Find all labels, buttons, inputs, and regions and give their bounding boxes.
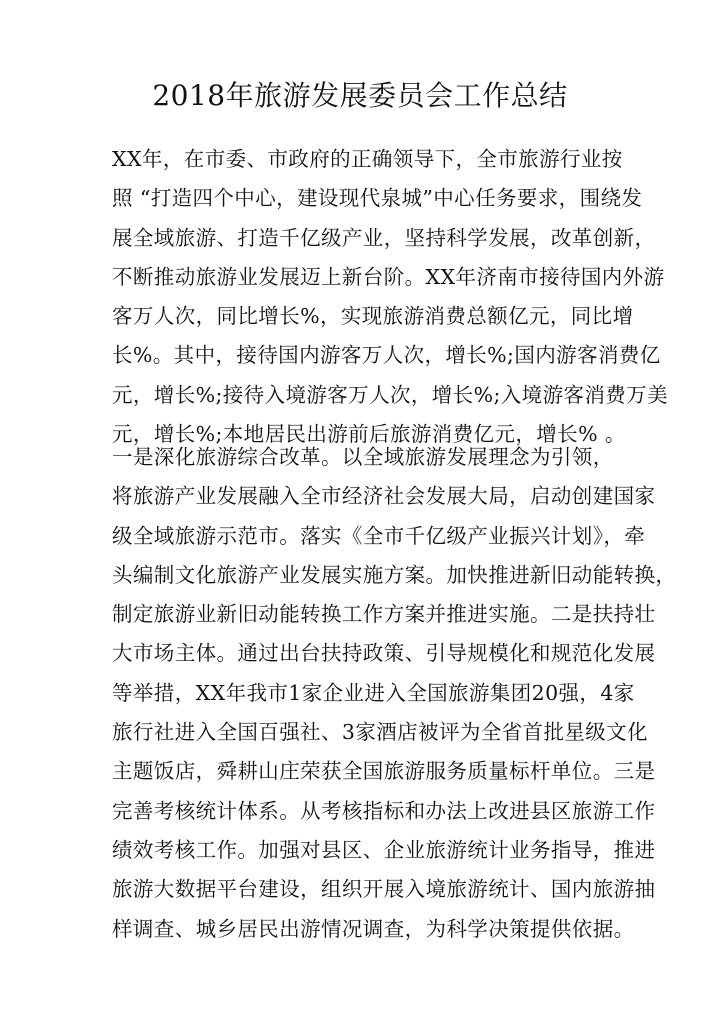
paragraph-line: 不断推动旅游业发展迈上新台阶。XX年济南市接待国内外游	[112, 264, 665, 289]
paragraph-line: 长%。其中，接待国内游客万人次，增长%;国内游客消费亿	[112, 343, 661, 368]
paragraph-line: 样调查、城乡居民出游情况调查，为科学决策提供依据。	[112, 916, 635, 941]
paragraph-overview	[112, 140, 668, 454]
paragraph-line: XX年，在市委、市政府的正确领导下，全市旅游行业按	[112, 147, 623, 171]
paragraph-line: 一是深化旅游综合改革。以全域旅游发展理念为引领，	[112, 445, 614, 469]
paragraph-line: 制定旅游业新旧动能转换工作方案并推进实施。二是扶持壮	[112, 602, 656, 627]
paragraph-line: 照 “打造四个中心，建设现代泉城”中心任务要求，围绕发	[112, 186, 643, 211]
paragraph-line: 大市场主体。通过出台扶持政策、引导规模化和规范化发展	[112, 641, 656, 666]
paragraph-line: 元，增长%;本地居民出游前后旅游消费亿元，增长% 。	[112, 422, 626, 447]
paragraph-line: 将旅游产业发展融入全市经济社会发展大局，启动创建国家	[112, 484, 656, 509]
paragraph-line: 元，增长%;接待入境游客万人次，增长%;入境游客消费万美	[112, 382, 668, 407]
document-title: 2018年旅游发展委员会工作总结	[152, 79, 568, 112]
paragraph-line: 旅行社进入全国百强社、3家酒店被评为全省首批星级文化	[112, 720, 648, 745]
paragraph-line: 旅游大数据平台建设，组织开展入境旅游统计、国内旅游抽	[112, 877, 656, 902]
paragraph-line: 完善考核统计体系。从考核指标和办法上改进县区旅游工作	[112, 798, 656, 823]
paragraph-measures	[112, 438, 677, 949]
paragraph-line: 级全域旅游示范市。落实《全市千亿级产业振兴计划》，牵	[112, 523, 646, 548]
paragraph-line: 展全域旅游、打造千亿级产业，坚持科学发展，改革创新，	[112, 225, 656, 250]
paragraph-line: 客万人次，同比增长%，实现旅游消费总额亿元，同比增	[112, 304, 634, 329]
paragraph-line: 主题饭店，舜耕山庄荣获全国旅游服务质量标杆单位。三是	[112, 759, 656, 784]
paragraph-line: 头编制文化旅游产业发展实施方案。加快推进新旧动能转换，	[112, 562, 677, 587]
paragraph-line: 绩效考核工作。加强对县区、企业旅游统计业务指导，推进	[112, 837, 656, 862]
paragraph-line: 等举措，XX年我市1家企业进入全国旅游集团20强，4家	[112, 680, 635, 705]
